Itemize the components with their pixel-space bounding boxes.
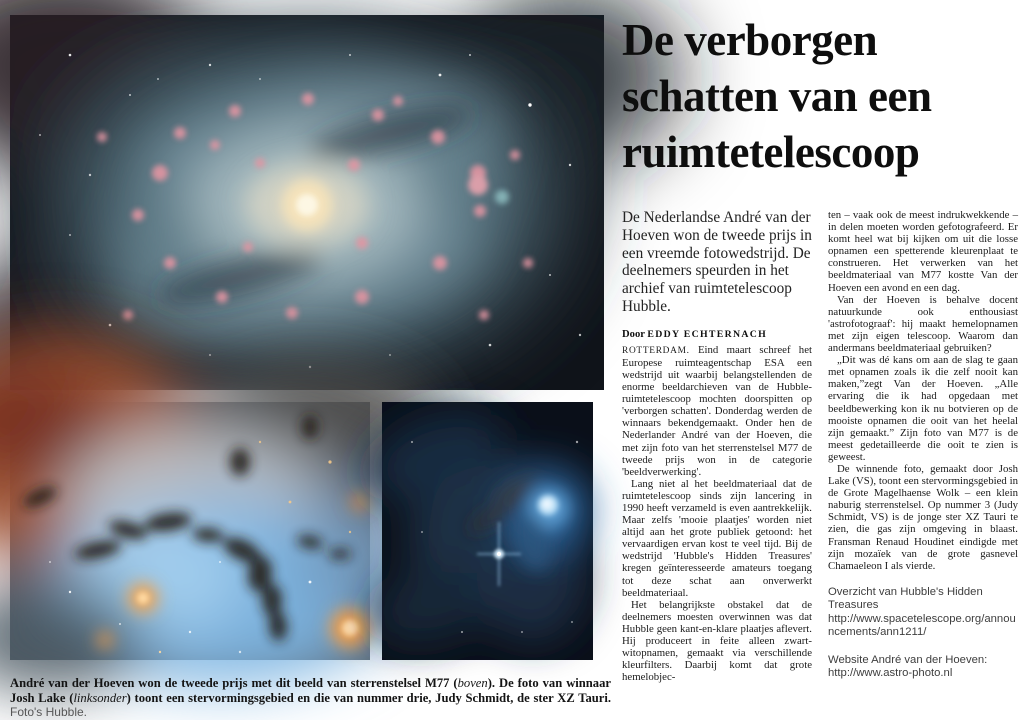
byline-author: EDDY ECHTERNACH <box>647 328 767 340</box>
article <box>622 12 1019 683</box>
headline-line-2: schatten van een <box>622 71 932 121</box>
star-forming-region-image <box>10 402 370 660</box>
xz-tauri-photo <box>382 402 593 660</box>
caption-text: ). De foto van winnaar Josh Lake ( <box>10 675 611 705</box>
byline <box>622 329 812 340</box>
caption-italic-linksonder: linksonder <box>73 690 127 705</box>
headline <box>622 12 1019 180</box>
photo-credit: Foto's Hubble. <box>10 705 87 720</box>
paragraph-6: „Dit was dé kans om aan de slag te gaan met opnamen zoals ik die zelf nooit kan maken,”zegt Van der Hoeven. „Alle ervaring die ik had opgedaan met beeldbewerking kon ik nu botvieren op de mooiste opnamen die ooit van het heelal zijn gemaakt.” Zijn foto van M77 is de meest gedetailleerde die ooit te zien is geweest. <box>828 354 1018 463</box>
caption-italic-boven: boven <box>457 675 488 690</box>
paragraph-3: Het belangrijkste obstakel dat de deelnemers moesten overwinnen was dat Hubble geen kant-en-klare plaatjes aflevert. Hij produceert in feite alleen zwart-witopnamen, gemaakt via verschillende kleurfilters. Daarbij komt dat grote hemelobjec- <box>622 598 812 684</box>
paragraph-7: De winnende foto, gemaakt door Josh Lake (VS), toont een stervormingsgebied in de Grote Magelhaense Wolk – een klein naburig sterrenstelsel. Op nummer 3 (Judy Schmidt, VS) is de jonge ster XZ Tauri te zien, die gas zijn omgeving in blaast. Fransman Renaud Houdinet eindigde met zijn mozaïek van de grote gasnevel Chamaeleon I als vierde. <box>828 462 1018 572</box>
caption-text: ) toont een stervormingsgebied en die van nummer drie, Judy Schmidt, de ster XZ Tauri. <box>126 690 612 705</box>
paragraph-5: Van der Hoeven is behalve docent natuurkunde ook enthousiast 'astrofotograaf': hij maakt hemelopnamen met zijn eigen telescoop. Waarom dan andermans beeldmateriaal gebruiken? <box>828 293 1018 355</box>
dateline: ROTTERDAM. <box>622 345 690 356</box>
paragraph-1 <box>622 344 812 478</box>
galaxy-m77-photo <box>10 15 604 390</box>
article-columns <box>622 209 1019 683</box>
byline-prefix: Door <box>622 328 645 340</box>
column-left <box>622 209 812 683</box>
link-hidden-treasures: Overzicht van Hubble's Hidden Treasures http://www.spacetelescope.org/announcements/ann1211/ <box>828 585 1016 639</box>
article-intro: De Nederlandse André van der Hoeven won de tweede prijs in een vreemde fotowedstrijd. De deelnemers speurden in het archief van ruimtetelescoop Hubble. <box>622 209 812 315</box>
column-right <box>828 209 1018 683</box>
galaxy-m77-image <box>10 15 604 390</box>
link-author-website: Website André van der Hoeven: http://www.astro-photo.nl <box>828 653 988 680</box>
headline-line-3: ruimtetelescoop <box>622 127 920 177</box>
photo-caption <box>10 676 611 720</box>
paragraph-1-text: Eind maart schreef het Europese ruimteagentschap ESA een wedstrijd uit waarbij belangstellenden de enorme beeldarchieven van de Hubble-ruimtetelescoop mochten doorspitten op 'verborgen schatten'. Donderdag werden de winnaars bekendgemaakt. Onder hen de Nederlander André van der Hoeven, die met zijn foto van het sterrenstelsel M77 de tweede prijs won in de categorie 'beeldverwerking'. <box>622 343 812 478</box>
paragraph-4: ten – vaak ook de meest indrukwekkende – in delen moeten worden gefotografeerd. Er komt heel wat bij kijken om uit die losse opnamen een spetterende kleurenplaat te construeren. Het verwerken van het beeldmateriaal van M77 kostte Van der Hoeven een avond en een dag. <box>828 209 1018 294</box>
caption-text: André van der Hoeven won de tweede prijs met dit beeld van sterrenstelsel M77 ( <box>10 675 458 690</box>
paragraph-2: Lang niet al het beeldmateriaal dat de ruimtetelescoop sinds zijn lancering in 1990 heeft verzameld is even aantrekkelijk. Maar zelfs 'mooie plaatjes' worden niet altijd aan het grote publiek getoond: het vervaardigen ervan kost te veel tijd. Bij de wedstrijd 'Hubble's Hidden Treasures' kregen geïnteresseerde amateurs toegang tot deze schat aan onverwerkt beeldmateriaal. <box>622 477 812 599</box>
headline-line-1: De verborgen <box>622 15 878 65</box>
star-forming-region-photo <box>10 402 370 660</box>
xz-tauri-image <box>382 402 593 660</box>
